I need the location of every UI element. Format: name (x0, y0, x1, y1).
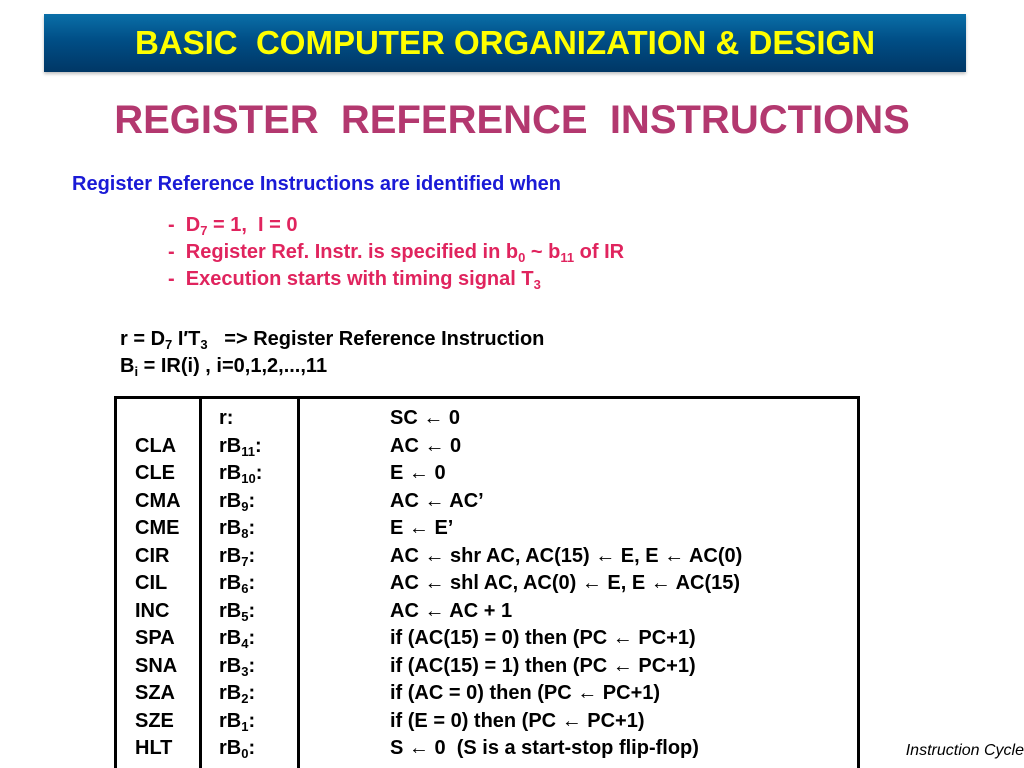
action-text: shl AC, AC(0) (444, 572, 582, 594)
bullet-dash: - (168, 241, 186, 263)
action-text: if (E = 0) then (PC (390, 709, 562, 732)
action-text: if (AC(15) = 0) then (PC (390, 627, 613, 649)
subscript: 3 (200, 337, 208, 352)
instruction-symbol: CIR (135, 544, 170, 567)
colon: : (248, 627, 256, 649)
left-arrow-icon: ← (408, 517, 429, 539)
instruction-symbol: CIL (135, 572, 168, 594)
left-arrow-icon: ← (595, 544, 616, 567)
condition-text: D (185, 214, 201, 236)
instruction-action (390, 570, 742, 598)
action-text: if (AC = 0) then (PC (390, 682, 578, 704)
condition-list (168, 212, 624, 293)
condition-text: Register Ref. Instr. is specified in b (185, 241, 519, 263)
action-text: PC+1) (581, 709, 645, 732)
instruction-action (390, 598, 742, 626)
left-arrow-icon: ← (408, 737, 429, 759)
instruction-condition (219, 680, 262, 708)
left-arrow-icon: ← (612, 654, 633, 677)
subscript: 4 (241, 636, 249, 651)
action-text: PC+1) (597, 682, 661, 704)
colon: : (248, 737, 256, 759)
instruction-symbol: INC (135, 599, 170, 622)
footer-label: Instruction Cycle (905, 742, 1024, 759)
instruction-symbol: HLT (135, 737, 173, 759)
formula-line-b (120, 353, 544, 380)
formula-text: r = D (120, 328, 166, 350)
instruction-action (390, 625, 742, 653)
left-arrow-icon: ← (577, 682, 598, 704)
action-text: AC (390, 544, 425, 567)
formula-line-r (120, 326, 544, 353)
left-arrow-icon: ← (581, 572, 602, 594)
instruction-table (114, 396, 860, 768)
slide-title: REGISTER REFERENCE INSTRUCTIONS (114, 98, 910, 142)
bullet-dash: - (168, 268, 186, 290)
action-text: S (390, 737, 409, 759)
instruction-condition (219, 460, 262, 488)
column-divider (199, 399, 202, 768)
action-text: 0 (444, 434, 462, 457)
condition-text: rB (219, 489, 242, 512)
instruction-action (390, 653, 742, 681)
action-text: PC+1) (632, 627, 696, 649)
colon: : (255, 462, 263, 484)
action-text: shr AC, AC(15) (444, 544, 596, 567)
left-arrow-icon: ← (612, 627, 633, 649)
condition-text: Execution starts with timing signal T (185, 268, 534, 290)
instruction-action (390, 488, 742, 516)
condition-item (168, 266, 624, 293)
condition-column (219, 405, 262, 763)
subscript: 2 (241, 691, 249, 706)
subscript: 7 (200, 223, 208, 238)
action-text: E (390, 517, 409, 539)
colon: : (226, 407, 234, 429)
instruction-action (390, 433, 742, 461)
action-text: 0 (428, 462, 446, 484)
instruction-condition (219, 405, 262, 433)
formula-text: = IR(i) , i=0,1,2,...,11 (138, 355, 328, 377)
condition-text: r (219, 407, 227, 429)
condition-text: rB (219, 654, 242, 677)
left-arrow-icon: ← (664, 544, 685, 567)
instruction-action (390, 543, 742, 571)
subscript: 7 (165, 337, 173, 352)
instruction-symbol: CLA (135, 434, 177, 457)
condition-text: rB (219, 544, 242, 567)
subscript: 0 (241, 746, 249, 761)
subscript: 3 (241, 663, 249, 679)
action-text: AC (390, 599, 425, 622)
action-text: AC (390, 489, 425, 512)
subscript: 5 (241, 608, 249, 624)
instruction-condition (219, 570, 262, 598)
colon: : (248, 709, 256, 732)
condition-text: rB (219, 434, 242, 457)
left-arrow-icon: ← (424, 599, 445, 622)
subscript: 1 (241, 718, 249, 734)
condition-text: rB (219, 517, 242, 539)
action-text: E (390, 462, 409, 484)
action-column (390, 405, 742, 763)
condition-text: rB (219, 709, 242, 732)
condition-text: rB (219, 572, 242, 594)
instruction-action (390, 735, 742, 763)
instruction-condition (219, 488, 262, 516)
bullet-dash: - (168, 214, 186, 236)
instruction-symbol: SZA (135, 682, 175, 704)
condition-text: ~ b (525, 241, 561, 263)
subscript: 8 (241, 526, 249, 541)
action-text: PC+1) (632, 654, 696, 677)
left-arrow-icon: ← (408, 462, 429, 484)
left-arrow-icon: ← (424, 572, 445, 594)
subscript: 9 (241, 498, 249, 514)
action-text: 0 (443, 407, 461, 429)
condition-text: rB (219, 627, 242, 649)
condition-text: rB (219, 599, 242, 622)
formula-text: => Register Reference Instruction (207, 328, 545, 350)
column-divider (297, 399, 300, 768)
instruction-symbol: CMA (135, 489, 181, 512)
action-text: AC (390, 434, 425, 457)
colon: : (248, 517, 256, 539)
instruction-action (390, 460, 742, 488)
banner-title: BASIC COMPUTER ORGANIZATION & DESIGN (134, 24, 876, 61)
left-arrow-icon: ← (650, 572, 671, 594)
condition-text: rB (219, 682, 242, 704)
condition-text: = 1, I = 0 (207, 214, 298, 236)
header-banner (44, 14, 966, 72)
action-text: AC(15) (670, 572, 741, 594)
intro-text: Register Reference Instructions are identified when (72, 173, 562, 195)
colon: : (248, 544, 256, 567)
colon: : (248, 654, 256, 677)
condition-text: rB (219, 462, 242, 484)
action-text: AC’ (444, 489, 484, 512)
subscript: 11 (241, 443, 255, 459)
instruction-condition (219, 598, 262, 626)
action-text: 0 (S is a start-stop flip-flop) (428, 737, 699, 759)
action-text: E’ (428, 517, 454, 539)
action-text: AC(0) (684, 544, 743, 567)
formula-block (120, 326, 544, 380)
instruction-action (390, 680, 742, 708)
instruction-symbol: SZE (135, 709, 174, 732)
subscript: 3 (533, 277, 541, 292)
symbol-column (135, 405, 181, 763)
formula-text: I′T (172, 328, 201, 350)
action-text: AC + 1 (444, 599, 513, 622)
action-text: AC (390, 572, 425, 594)
instruction-symbol: CLE (135, 462, 175, 484)
subscript: 11 (560, 250, 575, 265)
condition-text: of IR (574, 241, 625, 263)
condition-text: rB (219, 737, 242, 759)
condition-item (168, 239, 624, 266)
subscript: 0 (518, 250, 526, 265)
subscript: 10 (241, 471, 256, 486)
instruction-condition (219, 543, 262, 571)
colon: : (248, 572, 256, 594)
instruction-symbol (135, 405, 181, 433)
subscript: i (134, 364, 139, 379)
instruction-symbol: CME (135, 517, 180, 539)
subscript: 7 (241, 553, 249, 569)
instruction-condition (219, 433, 262, 461)
action-text: SC (390, 407, 424, 429)
instruction-condition (219, 625, 262, 653)
colon: : (248, 682, 256, 704)
subscript: 6 (241, 581, 249, 596)
condition-item (168, 212, 624, 239)
left-arrow-icon: ← (424, 489, 445, 512)
formula-text: B (120, 355, 135, 377)
left-arrow-icon: ← (424, 544, 445, 567)
action-text: E, E (601, 572, 651, 594)
instruction-action (390, 405, 742, 433)
action-text: if (AC(15) = 1) then (PC (390, 654, 613, 677)
instruction-condition (219, 708, 262, 736)
left-arrow-icon: ← (424, 434, 445, 457)
instruction-condition (219, 653, 262, 681)
left-arrow-icon: ← (423, 407, 444, 429)
instruction-condition (219, 515, 262, 543)
left-arrow-icon: ← (561, 709, 582, 732)
colon: : (254, 434, 262, 457)
instruction-symbol: SNA (135, 654, 178, 677)
instruction-condition (219, 735, 262, 763)
instruction-action (390, 515, 742, 543)
action-text: E, E (615, 544, 665, 567)
instruction-action (390, 708, 742, 736)
colon: : (248, 599, 256, 622)
instruction-symbol: SPA (135, 627, 175, 649)
colon: : (248, 489, 256, 512)
